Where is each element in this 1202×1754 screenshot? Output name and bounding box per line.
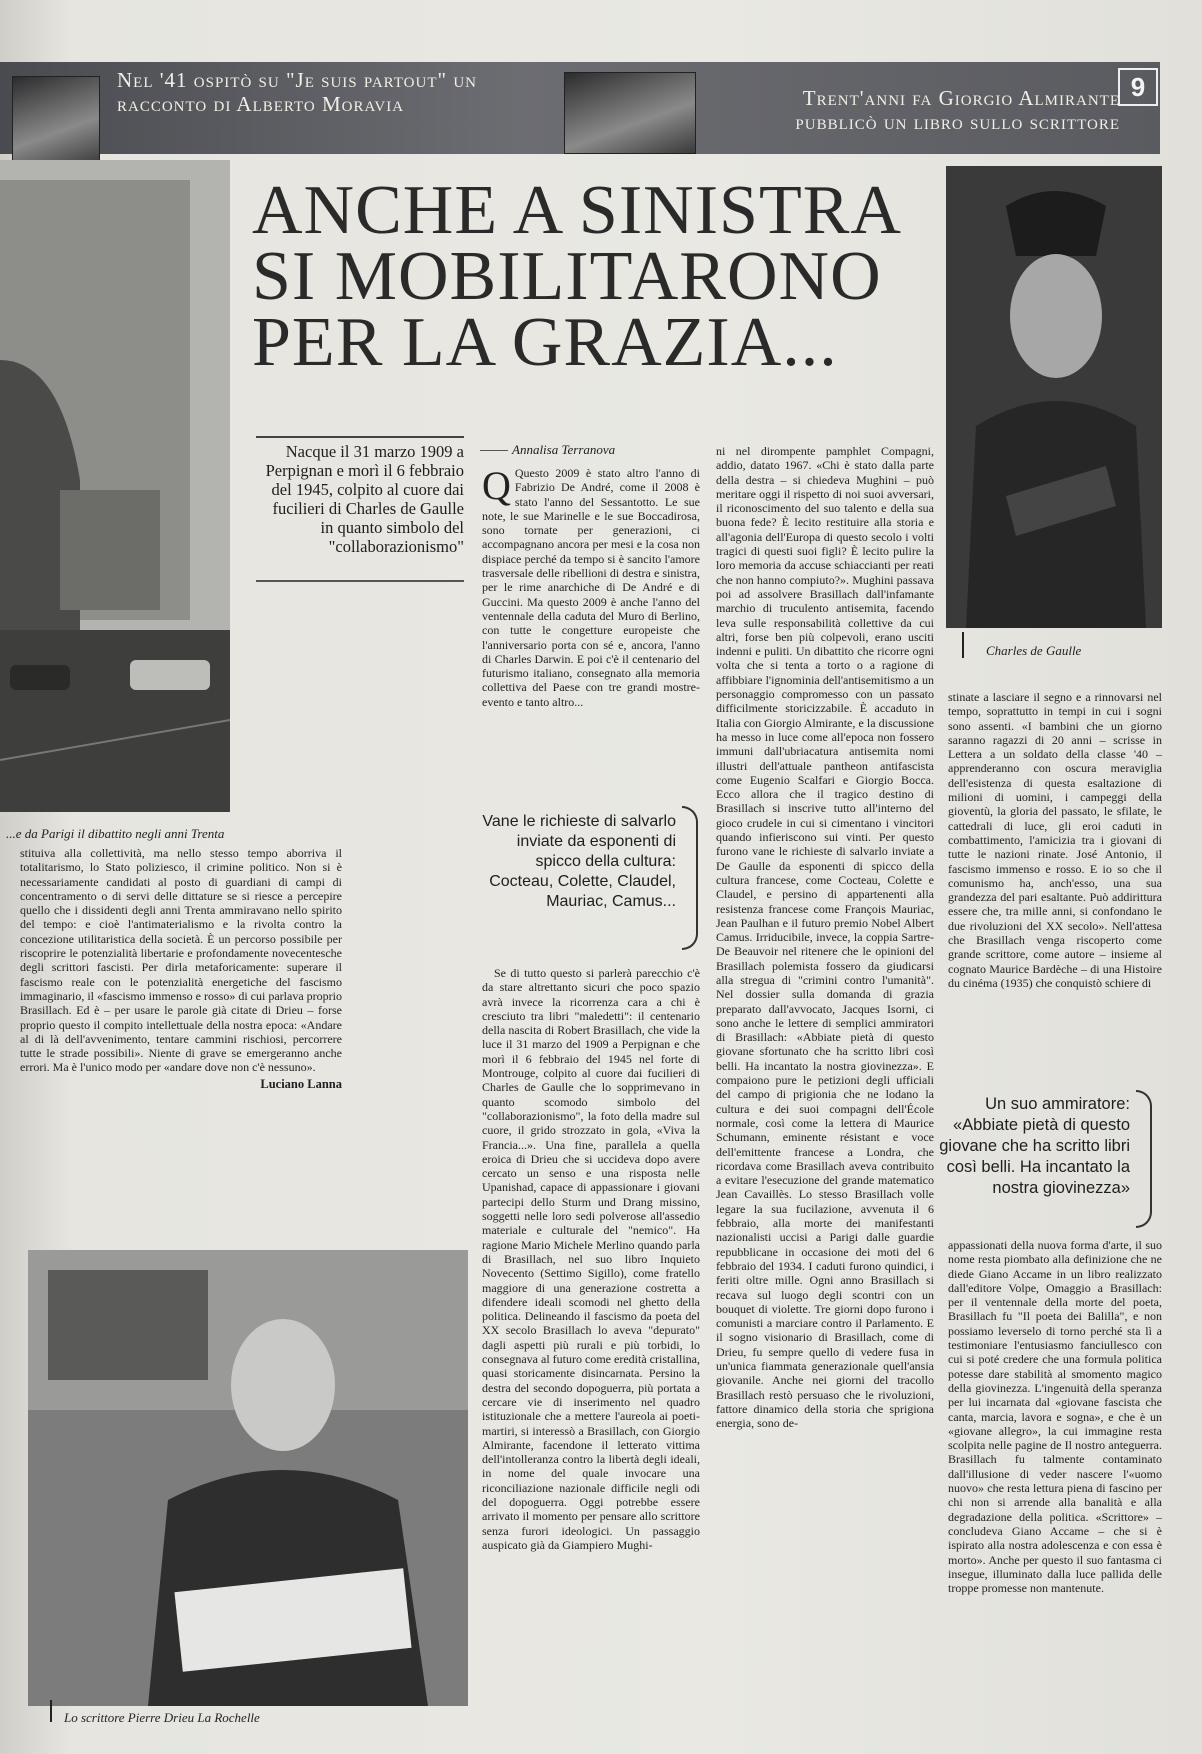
column-right-2-top bbox=[948, 690, 1162, 1064]
headline bbox=[252, 172, 942, 381]
byline-rule bbox=[480, 450, 508, 451]
pullquote-first: Vane le richieste di salvarlo inviate da esponenti di spicco della cultura: Cocteau, Colette, Claudel, Mauriac, Camus... bbox=[482, 813, 676, 910]
author-byline: Annalisa Terranova bbox=[512, 442, 616, 457]
moravia-thumbnail-photo bbox=[12, 76, 100, 166]
intro-rule bbox=[256, 580, 464, 582]
drop-cap: Q bbox=[482, 466, 511, 508]
column-middle-bottom bbox=[482, 966, 700, 1738]
article-paragraph-opening: Q Questo 2009 è stato altro l'anno di Fabrizio De André, come il 2008 è stato l'anno del Sessantotto. Le sue note, le sue Marinelle e le sue Boccadirosa, sono tornate per generazioni, ci accompagnano ancora per mesi e la cosa non dispiace perché da tempo si è sancito l'amore trasversale delle ribellioni di destra e sinistra, per le rime anarchiche di De André e di Guccini. Ma questo 2009 è anche l'anno del ventennale della caduta del Muro di Berlino, con tutte le congetture europeiste che l'anniversario porta con sé e, ancora, l'anno di Charles Darwin. E poi c'è il centenario del futurismo italiano, consegnato alla memoria collettiva del Paese con tre grandi mostre-evento e tanto altro... bbox=[482, 466, 700, 709]
de-gaulle-photo bbox=[946, 166, 1162, 628]
gaulle-caption-bar bbox=[962, 632, 964, 658]
kicker-left: Nel '41 ospitò su "Je suis partout" un racconto di Alberto Moravia bbox=[117, 68, 477, 116]
drieu-caption-bar bbox=[50, 1700, 52, 1722]
kicker-right: Trent'anni fa Giorgio Almirante pubblicò un libro sullo scrittore bbox=[795, 86, 1120, 134]
arc-illustration bbox=[0, 160, 230, 812]
column-left-lower bbox=[20, 846, 342, 1196]
article-paragraph: Se di tutto questo si parlerà parecchio c'è da stare altrettanto sicuri che poco spazio avrà invece la ricorrenza cara a chi è cresciuto tra libri "maledetti": il centenario della nascita di Robert Brasillach, che vide la luce il 31 marzo del 1909 a Perpignan e che morì il 6 febbraio del 1945 nel forte di Montrouge, colpito al cuore dai fucilieri di Charles de Gaulle che lo sopprimevano in quanto scomodo simbolo del "collaborazionismo", la foto della madre sul cuore, il grido strozzato in gola, «Viva la Francia...». Una fine, parallela a quella eroica di Drieu che si uccideva dopo avere cercato un senso e una risposta nelle Upanishad, capace di appassionare i giovani partecipi dello Sturm und Drang missino, soggetti nelle loro sedi polverose all'assedio materiale e culturale del "nemico". Ha ragione Mario Michele Merlino quando parla di Brasillach, nel suo libro Inquieto Novecento (Settimo Sigillo), come fratello maggiore di una generazione costretta a difendere ideali scomodi nel ghetto della politica. Delineando il fascismo da poeta del XX secolo Brasillach lo aveva "depurato" dagli aspetti più rurali e più torbidi, lo consegnava al futuro come eredità cristallina, quasi storicamente disincarnata. Persino la destra del secondo dopoguerra, più portata a cercare vie di inserimento nel quadro istituzionale che a mettere l'aureola ai poeti-martiri, si interessò a Brasillach, con Giorgio Almirante, facendone il letterato vittima dell'intolleranza contro la libertà degli ideali, in nome del quale invocare una riconciliazione nazionale difficile negli odi del dopoguerra. Oggi potrebbe essere arrivato il momento per pensare allo scrittore senza furori ideologici. Un passaggio auspicato già da Giampiero Mughi- bbox=[482, 966, 700, 1552]
drieu-portrait-illustration bbox=[28, 1250, 468, 1706]
headline-line-2: SI MOBILITARONO bbox=[252, 238, 882, 315]
column-middle-top bbox=[482, 466, 700, 790]
column-right-1 bbox=[716, 444, 934, 1738]
pullquote-second-brace bbox=[1136, 1090, 1152, 1228]
column-right-2-bottom bbox=[948, 1238, 1162, 1738]
headline-line-1: ANCHE A SINISTRA bbox=[252, 172, 902, 249]
article-paragraph: appassionati della nuova forma d'arte, il suo nome resta piombato alla definizione che ne diede Giano Accame in un libro realizzato dall'editore Volpe, Omaggio a Brasillach: per il ventennale della morte del poeta, Brasillach fu "Il poeta dei Balilla", e non possiamo leverselo di torno perché sta lì a testimoniare l'entusiasmo fanciullesco con cui si poté credere che una formula politica potesse dare stabilità al smomento magico della giovinezza. L'ingenuità della speranza per lui incarnata dal «giovane fascista che canta, marcia, lavora e sogna», e che è un «giovane allegro», la cui immagine resta scolpita nelle pagine de Il nostro anteguerra. Brasillach fu talmente contaminato dall'illusione di veder nascere l'«uomo nuovo» che resta lettura piena di fascino per chi non si arrende alla banalità e alla degradazione della politica. «Scrittore» – concludeva Giano Accame – che si è ispirato alla nostra adolescenza e con essa è morto». Anche per questo il suo fantasma ci insegue, illuminato dalla luce pallida delle troppe promesse non mantenute. bbox=[948, 1238, 1162, 1596]
article-paragraph: stinate a lasciare il segno e a rinnovarsi nel tempo, soprattutto in tempi in cui i sogni sono assenti. «I bambini che un giorno saranno ragazzi di 20 anni – scrisse in Lettera a un soldato della classe '40 – apprenderanno con oscura meraviglia dell'esistenza di questa esaltazione di milioni di uomini, i campeggi della gioventù, la gloria del passato, le sfilate, le cattedrali di luce, gli eroi caduti in combattimento, l'amicizia tra i giovani di tutte le nazioni rinate. José Antonio, il fascismo immenso e rosso. E io so che il comunismo ha, anch'esso, una sua grandezza del pari esaltante. Può addirittura essere che, tra mille anni, si confondano le due rivoluzioni del XX secolo». Nell'attesa che Brasillach venga riscoperto come grande scrittore, come autore – insieme al cognato Maurice Bardèche – di una Histoire du cinéma (1935) che conquistò schiere di bbox=[948, 690, 1162, 990]
gaulle-photo-caption: Charles de Gaulle bbox=[986, 643, 1082, 658]
article-paragraph: ni nel dirompente pamphlet Compagni, addio, datato 1967. «Chi è stato dalla parte della destra – si chiedeva Mughini – può meritare oggi il rispetto di noi suoi avversari, il riconoscimento del suo talento e della sua buona fede? È lecito restituire alla storia e all'agonia dell'Europa di questo secolo i volti tragici di questi suoi figli? È lecito pulire la loro memoria da accuse schiaccianti per reati che non hanno compiuto?». Mughini passava poi ad assolvere Brasillach dall'infamante marchio di truculento antisemita, facendo leva sulle responsabilità collettive da cui altri, forse ben più colpevoli, erano usciti indenni e puliti. Un dibattito che ricorre ogni volta che si tenta a torto o a ragione di affibbiare l'ignominia dell'antisemitismo a un personaggio compromesso con un passato difficilmente storicizzabile. È accaduto in Italia con Giorgio Almirante, e la discussione ha messo in luce come all'epoca non fossero immuni dall'ubriacatura antisemita nomi illustri dell'attuale pantheon antifascista come Eugenio Scalfari e Giorgio Bocca. Ecco allora che il tragico destino di Brasillach si inscrive tutto all'interno del gioco crudele in cui si cimentano i vincitori quando infieriscono sui vinti. Per questo furono vane le richieste di salvarlo inviate a De Gaulle da esponenti di spicco della cultura francese, come Cocteau, Colette e Claudel, e persino di appartenenti alla resistenza francese come François Mauriac, Jean Paulhan e il futuro premio Nobel Albert Camus. Irriducibile, invece, la coppia Sartre-De Beauvoir nel ritenere che le opinioni del Brasillach polemista fossero da giudicarsi alla stregua di "crimini contro l'umanità". Nel dossier sulla domanda di grazia preparato dall'avvocato, Jacques Isorni, ci sono anche le lettere di semplici ammiratori di Brasillach: «Abbiate pietà di questo giovane sfortunato che ha scritto libri così belli. Ha incantato la nostra giovinezza». E compaiono pure le petizioni degli ufficiali del campo di prigionia che ne lodano la cultura e dei suoi compagni dell'École normale, così come la lettera di Maurice Schumann, eminente résistant e voce dell'emittente francese a Londra, che ricordava come Brasillach aveva contribuito a evitare l'esecuzione del grande matematico Jean Cavaillès. Lo stesso Brasillach volle legare la sua fucilazione, avvenuta il 6 febbraio, alla morte dei manifestanti nazionalisti uccisi a Parigi dalle guardie repubblicane in occasione dei moti del 6 febbraio del 1934. I caduti furono quindici, i feriti oltre mille. Ogni anno Brasillach si recava sul luogo degli scontri con un bouquet di violette. Tre giorni dopo furono i comunisti a marciare contro il Parlamento. E il sogno visionario di Brasillach, come di Drieu, fu sempre quello di vedere fusa in un'unica fiammata generazionale quell'ansia giovanile. Anche nei giorni del tracollo Brasillach restò persuaso che le rivoluzioni, fattore dinamico della storia che sprigiona energia, sono de- bbox=[716, 444, 934, 1431]
author-signature: Luciano Lanna bbox=[260, 1076, 342, 1091]
intro-summary: Nacque il 31 marzo 1909 a Perpignan e morì il 6 febbraio del 1945, colpito al cuore dai fucilieri di Charles de Gaulle in quanto simbolo del "collaborazionismo" bbox=[256, 436, 464, 556]
drieu-photo-caption: Lo scrittore Pierre Drieu La Rochelle bbox=[64, 1710, 260, 1725]
drieu-la-rochelle-photo bbox=[28, 1250, 468, 1706]
pullquote-second: Un suo ammiratore: «Abbiate pietà di questo giovane che ha scritto libri così belli. Ha incantato la nostra giovinezza» bbox=[939, 1095, 1130, 1197]
headline-line-3: PER LA GRAZIA... bbox=[252, 304, 838, 381]
almirante-thumbnail-photo bbox=[564, 72, 696, 154]
pullquote-first-brace bbox=[682, 806, 698, 950]
arc-de-triomphe-photo bbox=[0, 160, 230, 812]
arc-photo-caption: ...e da Parigi il dibattito negli anni Trenta bbox=[6, 826, 225, 841]
de-gaulle-portrait-illustration bbox=[946, 166, 1162, 628]
page-number: 9 bbox=[1118, 68, 1158, 106]
article-paragraph: stituiva alla collettività, ma nello stesso tempo aborriva il totalitarismo, lo Stato poliziesco, il crimine politico. Non si è necessariamente candidati al posto di guardiani di campi di concentramento o di servi delle dittature se si riesce a percepire quello che i dissidenti degli anni Trenta ammiravano nello spirito del tempo: e cioè l'antimaterialismo e la rivolta contro la concezione utilitaristica della società. È un percorso possibile per riscoprire le potenzialità libertarie e profondamente novecentesche degli scrittori fascisti. Per dirla metaforicamente: superare il fascismo reale con le potenzialità energetiche del fascismo immaginario, il «fascismo immenso e rosso» di cui parlava proprio Brasillach. Ed è – per usare le parole già citate di Drieu – forse proprio questo il compito intellettuale della nostra epoca: «Andare al di là dell'avvenimento, tentare cammini rischiosi, percorrere tutte le strade possibili». Niente di grave se emergeranno anche errori. Ma è l'unico modo per «andare dove non c'è nessuno». bbox=[20, 846, 342, 1075]
